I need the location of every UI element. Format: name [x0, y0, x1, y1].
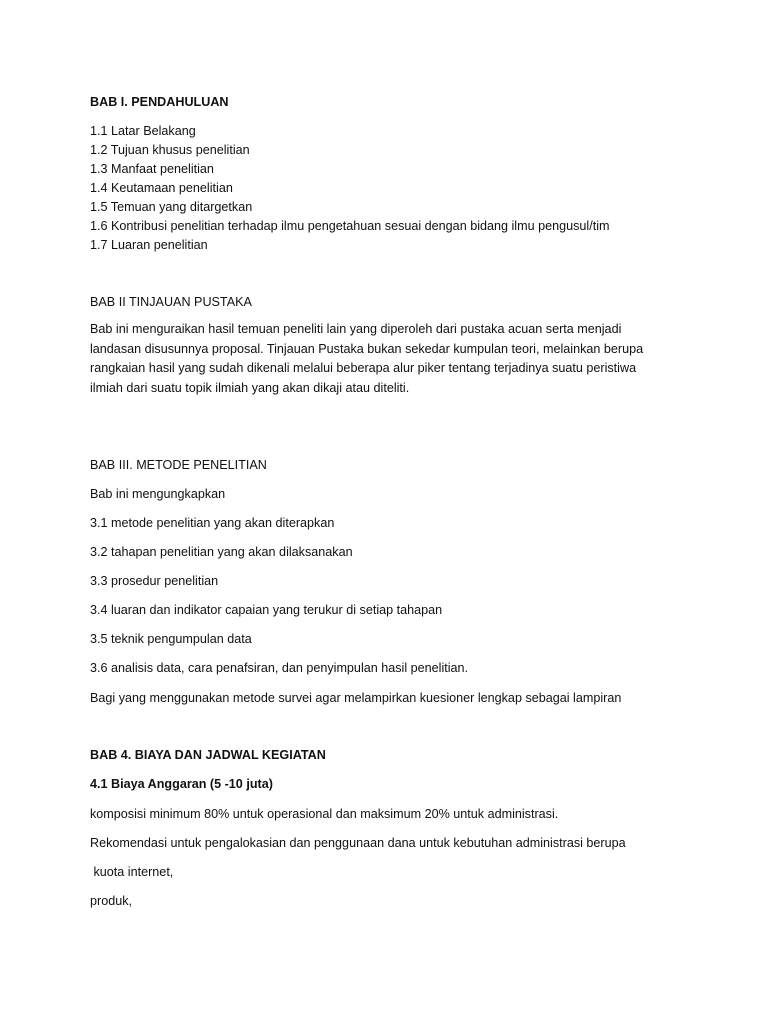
bab1-item: 1.1 Latar Belakang: [90, 124, 196, 138]
bab4-line: komposisi minimum 80% untuk operasional dan maksimum 20% untuk administrasi.: [90, 807, 559, 821]
bab1-item: 1.3 Manfaat penelitian: [90, 162, 214, 176]
bab2-heading: BAB II TINJAUAN PUSTAKA: [90, 295, 252, 309]
bab3-intro: Bab ini mengungkapkan: [90, 487, 226, 501]
bab1-item: 1.6 Kontribusi penelitian terhadap ilmu pengetahuan sesuai dengan bidang ilmu pengusul/tim: [90, 219, 610, 233]
bab1-item: 1.2 Tujuan khusus penelitian: [90, 143, 250, 157]
bab1-item: 1.7 Luaran penelitian: [90, 238, 208, 252]
bab4-subheading: 4.1 Biaya Anggaran (5 -10 juta): [90, 777, 273, 791]
bab2-paragraph: [90, 320, 650, 398]
bab4-line: kuota internet,: [90, 865, 174, 879]
bab3-item: 3.2 tahapan penelitian yang akan dilaksanakan: [90, 545, 353, 559]
bab3-item: 3.1 metode penelitian yang akan diterapkan: [90, 516, 335, 530]
bab3-item: 3.4 luaran dan indikator capaian yang terukur di setiap tahapan: [90, 603, 443, 617]
bab3-heading: BAB III. METODE PENELITIAN: [90, 458, 267, 472]
bab3-note: Bagi yang menggunakan metode survei agar melampirkan kuesioner lengkap sebagai lampiran: [90, 691, 622, 705]
bab3-item: 3.5 teknik pengumpulan data: [90, 632, 252, 646]
bab3-item: 3.3 prosedur penelitian: [90, 574, 219, 588]
bab4-heading: BAB 4. BIAYA DAN JADWAL KEGIATAN: [90, 748, 326, 762]
paragraph-line: landasan disusunnya proposal. Tinjauan Pustaka bukan sekedar kumpulan teori, melainkan berupa: [90, 341, 644, 356]
bab1-heading: BAB I. PENDAHULUAN: [90, 95, 229, 109]
bab1-item: 1.5 Temuan yang ditargetkan: [90, 200, 253, 214]
bab3-item: 3.6 analisis data, cara penafsiran, dan penyimpulan hasil penelitian.: [90, 661, 469, 675]
bab4-line: Rekomendasi untuk pengalokasian dan penggunaan dana untuk kebutuhan administrasi berupa: [90, 836, 626, 850]
paragraph-line: rangkaian hasil yang sudah dikenali melalui beberapa alur piker tentang terjadinya suatu peristiwa: [90, 361, 637, 375]
paragraph-line: Bab ini menguraikan hasil temuan peneliti lain yang diperoleh dari pustaka acuan serta menjadi: [90, 322, 622, 336]
bab1-item: 1.4 Keutamaan penelitian: [90, 181, 233, 195]
paragraph-line: ilmiah dari suatu topik ilmiah yang akan dikaji atau diteliti.: [90, 380, 410, 395]
bab4-line: produk,: [90, 894, 133, 908]
